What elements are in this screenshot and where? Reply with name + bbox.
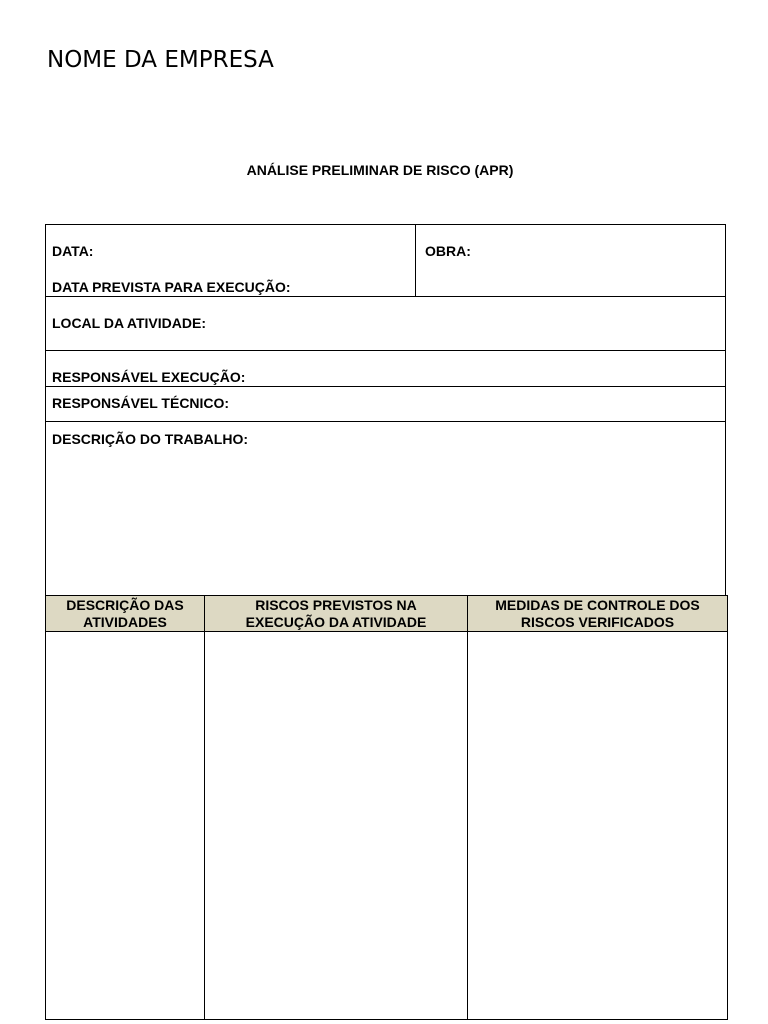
table-row (46, 632, 728, 1020)
column-header-risks (205, 596, 468, 632)
activities-cell (46, 632, 205, 1020)
planned-date-label: DATA PREVISTA PARA EXECUÇÃO: (52, 279, 291, 295)
date-work-row (46, 225, 725, 297)
technical-responsible-row (46, 387, 725, 422)
work-label: OBRA: (425, 243, 471, 259)
control-measures-cell (468, 632, 728, 1020)
column-header-line: DESCRIÇÃO DAS (66, 596, 184, 613)
execution-responsible-row (46, 351, 725, 387)
risk-analysis-table (45, 595, 728, 1020)
column-header-activities (46, 596, 205, 632)
location-label: LOCAL DA ATIVIDADE: (52, 315, 206, 331)
work-description-label: DESCRIÇÃO DO TRABALHO: (52, 431, 248, 447)
column-header-line: RISCOS PREVISTOS NA (255, 596, 417, 613)
risks-cell (205, 632, 468, 1020)
column-header-line: RISCOS VERIFICADOS (520, 613, 675, 630)
column-header-control-measures (468, 596, 728, 632)
apr-info-form (45, 224, 726, 597)
company-name: NOME DA EMPRESA (47, 47, 274, 73)
column-header-line: MEDIDAS DE CONTROLE DOS (495, 596, 700, 613)
table-header-row (46, 596, 728, 632)
column-header-line: ATIVIDADES (83, 613, 167, 630)
technical-responsible-label: RESPONSÁVEL TÉCNICO: (52, 395, 230, 411)
date-label: DATA: (52, 243, 94, 259)
location-row (46, 297, 725, 351)
document-title: ANÁLISE PRELIMINAR DE RISCO (APR) (246, 162, 514, 178)
column-header-line: EXECUÇÃO DA ATIVIDADE (245, 613, 427, 630)
work-description-row (46, 422, 725, 596)
execution-responsible-label: RESPONSÁVEL EXECUÇÃO: (52, 369, 246, 385)
work-cell (415, 225, 471, 296)
